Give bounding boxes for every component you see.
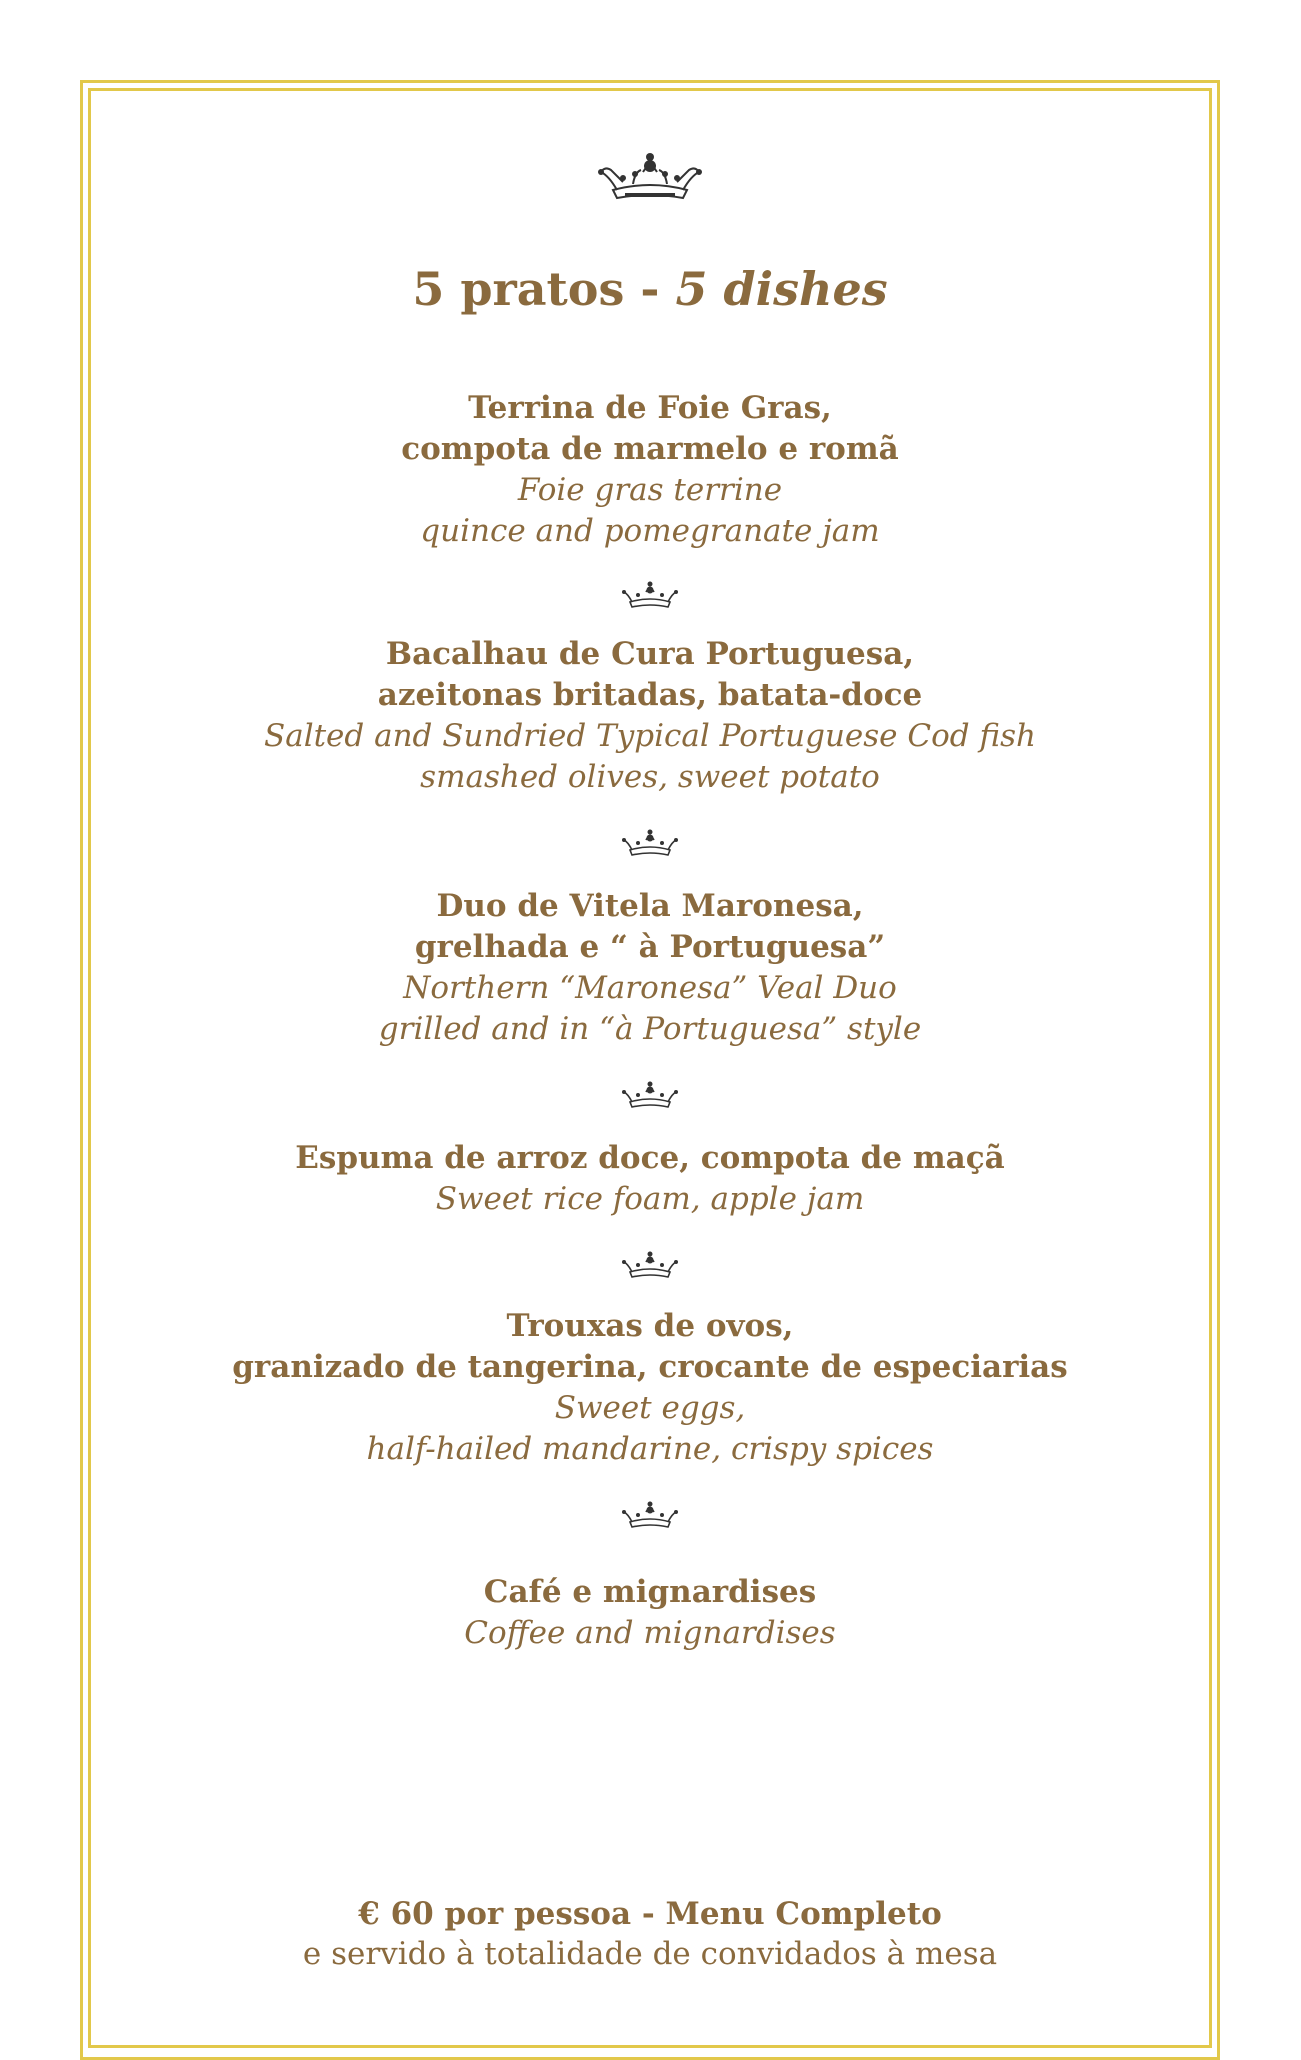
menu-title-en: 5 dishes <box>675 262 888 316</box>
course-name-pt: grelhada e “ à Portuguesa” <box>414 929 886 965</box>
course-name-en: Foie gras terrine <box>517 472 783 508</box>
price-note: e servido à totalidade de convidados à mesa <box>302 1936 998 1972</box>
course-item <box>88 388 1212 552</box>
course-name-en: Sweet eggs, <box>554 1390 746 1426</box>
course-name-pt: Espuma de arroz doce, compota de maçã <box>295 1140 1005 1176</box>
course-item <box>88 1138 1212 1220</box>
price-line: € 60 por pessoa - Menu Completo <box>358 1896 942 1932</box>
course-name-en: smashed olives, sweet potato <box>420 759 880 795</box>
course-name-pt: Terrina de Foie Gras, <box>468 390 832 426</box>
course-name-en: grilled and in “à Portuguesa” style <box>378 1011 922 1047</box>
course-name-pt: azeitonas britadas, batata-doce <box>377 677 923 713</box>
crown-icon <box>622 1250 678 1280</box>
crown-icon <box>622 1500 678 1530</box>
course-item <box>88 886 1212 1050</box>
course-name-en: Salted and Sundried Typical Portuguese Cod fish <box>263 718 1037 754</box>
course-name-pt: Duo de Vitela Maronesa, <box>436 888 864 924</box>
course-name-en: quince and pomegranate jam <box>420 513 880 549</box>
course-name-pt: Bacalhau de Cura Portuguesa, <box>385 636 915 672</box>
course-name-en: half-hailed mandarine, crispy spices <box>366 1431 934 1467</box>
course-name-pt: compota de marmelo e romã <box>401 431 899 467</box>
course-name-pt: Trouxas de ovos, <box>506 1308 794 1344</box>
course-item <box>88 1572 1212 1654</box>
course-name-pt: Café e mignardises <box>483 1574 817 1610</box>
crown-icon <box>622 828 678 858</box>
menu-title <box>88 262 1212 316</box>
price-section <box>88 1894 1212 1974</box>
course-name-en: Northern “Maronesa” Veal Duo <box>403 970 897 1006</box>
course-name-en: Coffee and mignardises <box>464 1615 836 1651</box>
crown-icon <box>622 580 678 610</box>
course-item <box>88 634 1212 798</box>
course-name-pt: granizado de tangerina, crocante de especiarias <box>232 1349 1068 1385</box>
course-name-en: Sweet rice foam, apple jam <box>435 1181 865 1217</box>
menu-title-pt: 5 pratos - <box>412 262 676 316</box>
crown-icon <box>595 150 705 206</box>
inner-border <box>88 88 1212 2048</box>
crown-icon <box>622 1080 678 1110</box>
course-item <box>88 1306 1212 1470</box>
